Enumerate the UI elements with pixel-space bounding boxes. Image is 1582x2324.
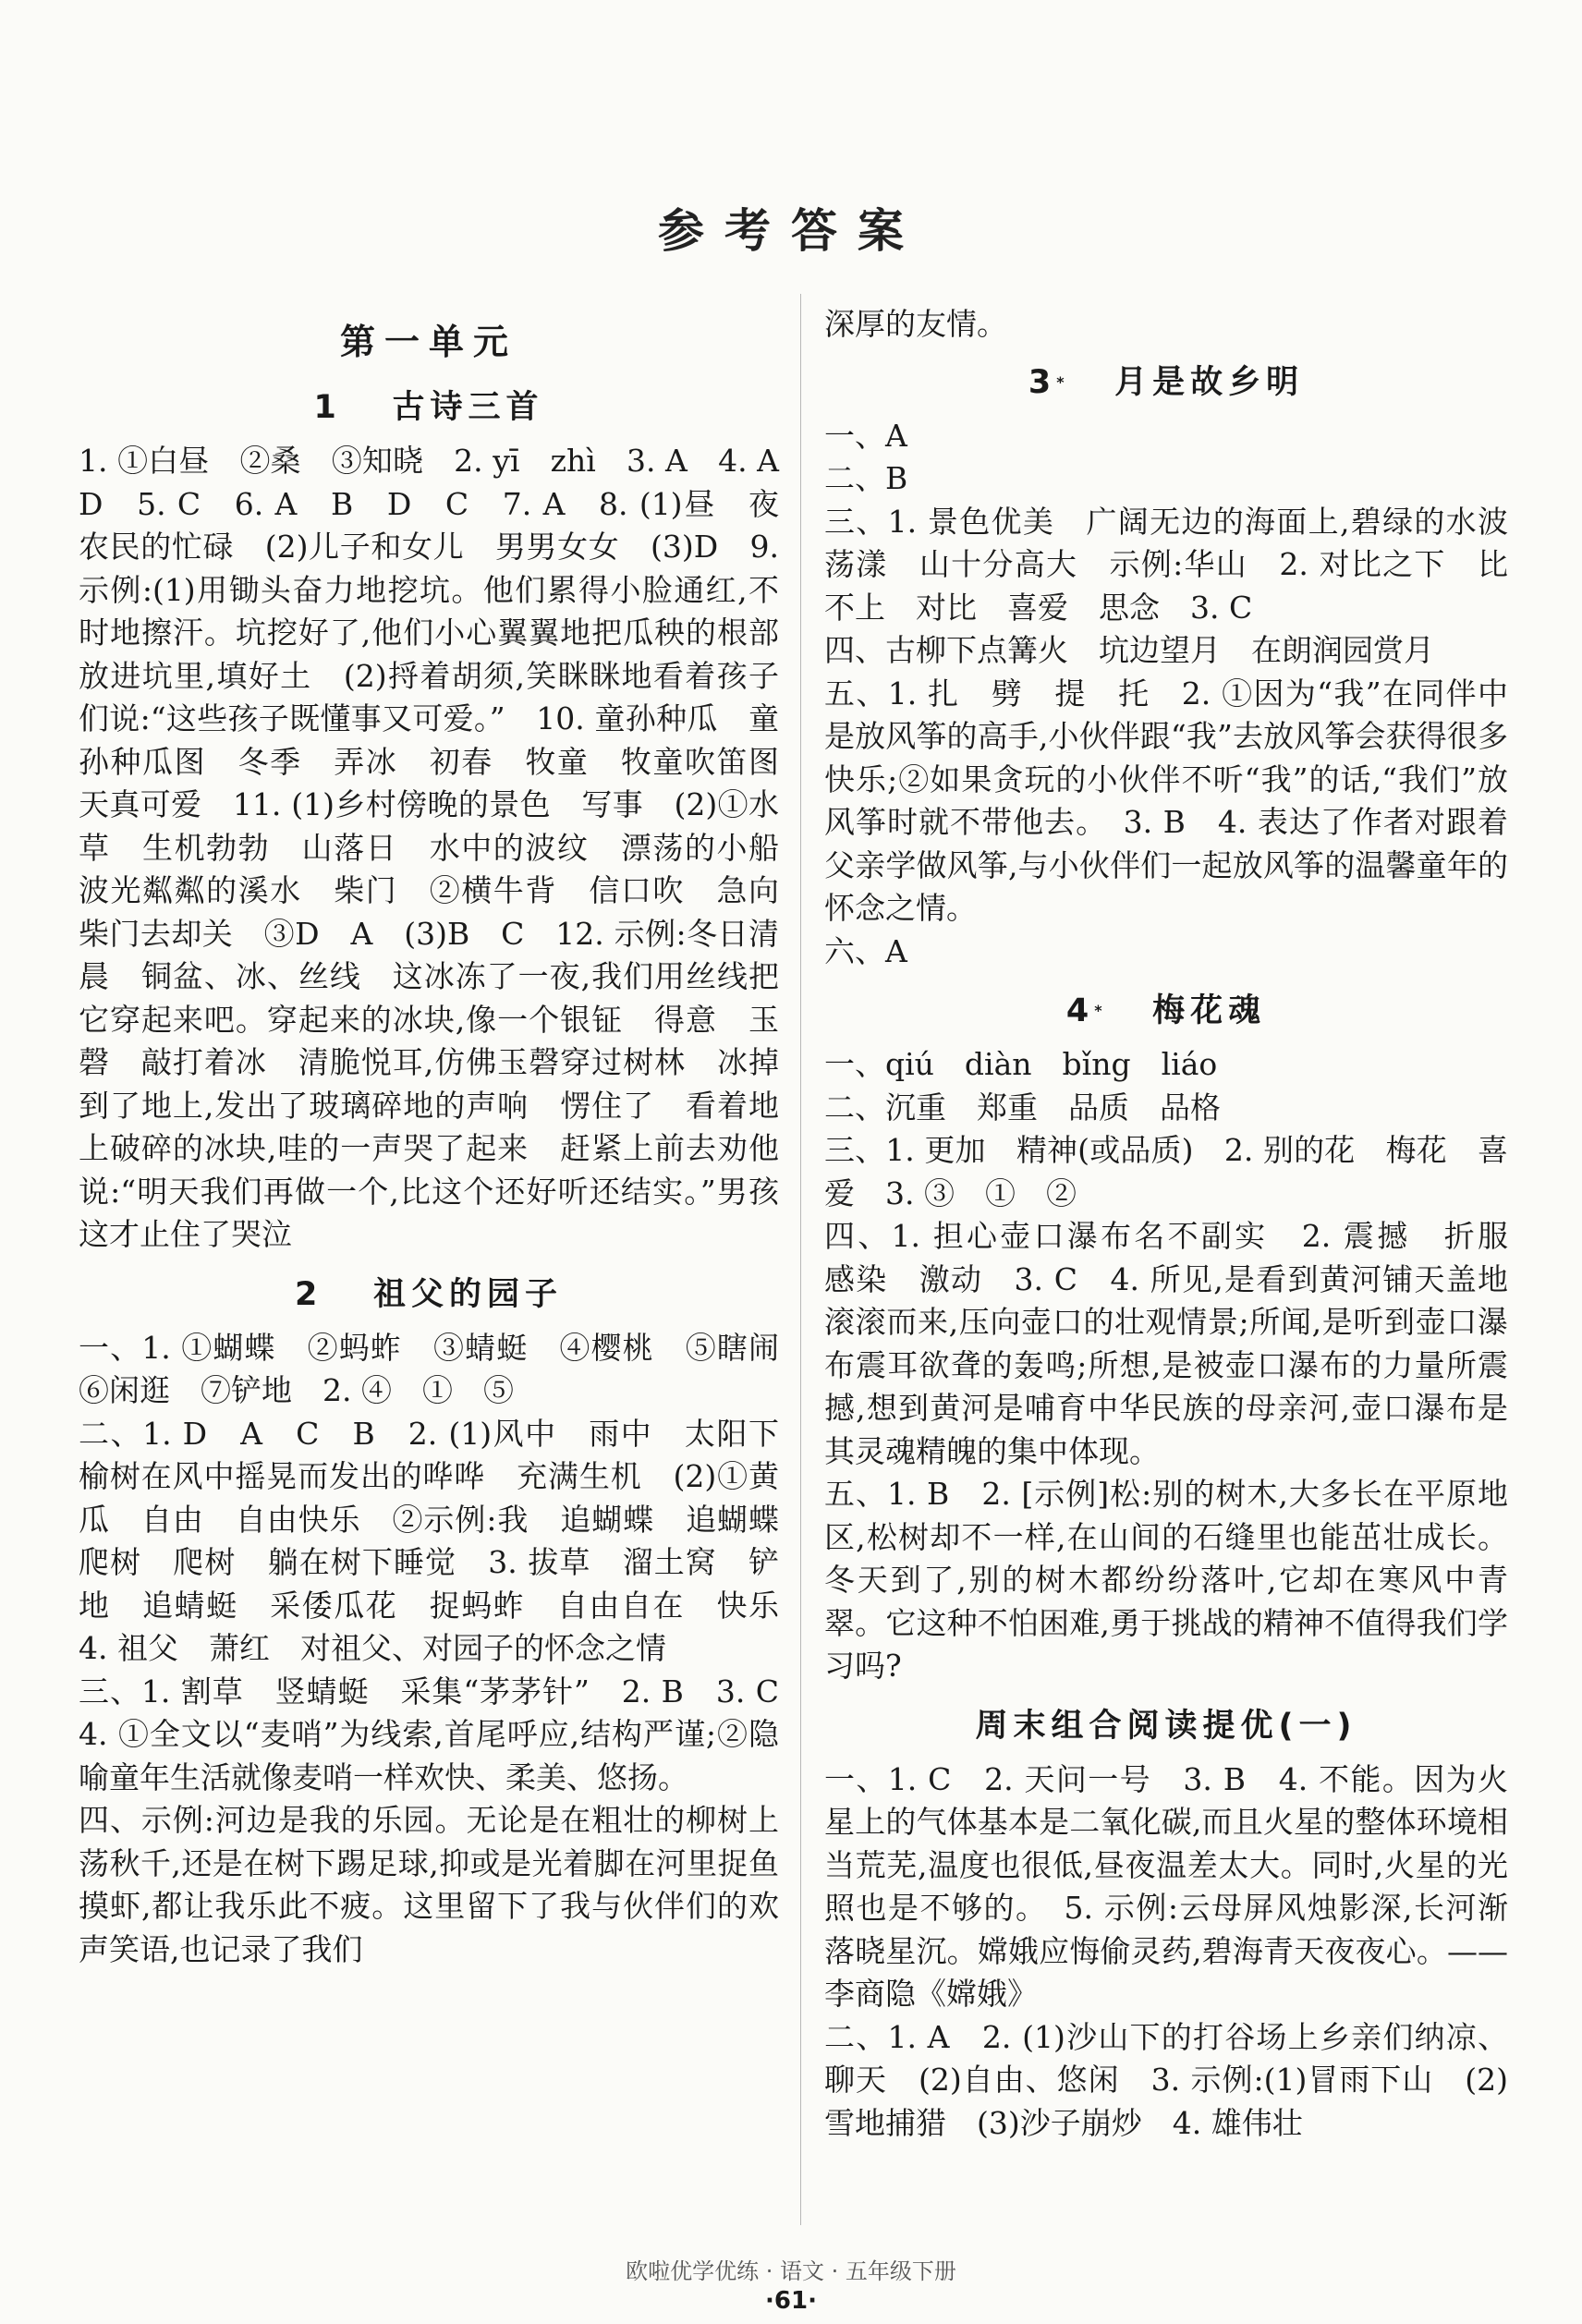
optional-mark: * bbox=[1094, 1002, 1102, 1019]
section-title-1 bbox=[79, 375, 779, 440]
answer-line: 五、1. B 2. [示例]松:别的树木,大多长在平原地区,松树却不一样,在山间的石缝里也能茁壮成长。冬天到了,别的树木都纷纷落叶,它却在寒风中青翠。它这种不怕困难,勇于挑战的精神不值得我们学习吗? bbox=[824, 1476, 1508, 1684]
answer-line: 一、1. C 2. 天问一号 3. B 4. 不能。因为火星上的气体基本是二氧化碳,而且火星的整体环境相当荒芜,温度也很低,昼夜温差太大。同时,火星的光照也是不够的。 5. 示例:云母屏风烛影深,长河渐落晓星沉。嫦娥应悔偷灵药,碧海青天夜夜心。——李商隐《嫦娥》 bbox=[824, 1760, 1508, 2012]
section-name: 周末组合阅读提优(一) bbox=[975, 1707, 1357, 1745]
section-title-4 bbox=[824, 979, 1508, 1043]
answer-paragraph: 二、1. D A C B 2. (1)风中 雨中 太阳下 榆树在风中摇晃而发出的哗哗 充满生机 (2)①黄瓜 自由 自由快乐 ②示例:我 追蝴蝶 追蝴蝶 爬树 爬树 躺在树下睡觉 3. 拔草 溜土窝 铲地 追蜻蜓 采倭瓜花 捉蚂蚱 自由自在 快乐 4. 祖父 萧红 对祖父、对园子的怀念之情 bbox=[79, 1415, 809, 1666]
left-column bbox=[79, 305, 809, 1971]
section-number: 2 bbox=[295, 1275, 323, 1313]
answer-line: 一、qiú diàn bǐng liáo bbox=[824, 1046, 1218, 1082]
answer-line: 二、沉重 郑重 品质 品格 bbox=[824, 1089, 1221, 1125]
section-name: 梅花魂 bbox=[1152, 992, 1267, 1029]
section-title-2 bbox=[79, 1262, 779, 1327]
section-name: 祖父的园子 bbox=[372, 1275, 563, 1313]
right-column bbox=[824, 303, 1539, 2145]
section-number: 4 bbox=[1065, 992, 1095, 1029]
answer-line: 二、B bbox=[824, 460, 908, 496]
answer-paragraph: 四、示例:河边是我的乐园。无论是在粗壮的柳树上荡秋千,还是在树下踢足球,抑或是光着脚在河里捉鱼摸虾,都让我乐此不疲。这里留下了我与伙伴们的欢声笑语,也记录了我们 bbox=[79, 1802, 779, 1967]
answer-line: 三、1. 更加 精神(或品质) 2. 别的花 梅花 喜爱 3. ③ ① ② bbox=[824, 1132, 1508, 1211]
optional-mark: * bbox=[1056, 372, 1065, 391]
page-number: ·61· bbox=[765, 2287, 817, 2315]
section-name: 古诗三首 bbox=[392, 389, 544, 426]
section-number: 3 bbox=[1028, 363, 1057, 401]
answer-line: 五、1. 扎 劈 提 托 2. ①因为“我”在同伴中是放风筝的高手,小伙伴跟“我”去放风筝会获得很多快乐;②如果贪玩的小伙伴不听“我”的话,“我们”放风筝时就不带他去。 3. B 4. 表达了作者对跟着父亲学做风筝,与小伙伴们一起放风筝的温馨童年的怀念之情。 bbox=[824, 675, 1508, 926]
answer-line: 六、A bbox=[824, 932, 907, 969]
answer-line: 四、1. 担心壶口瀑布名不副实 2. 震撼 折服 感染 激动 3. C 4. 所见,是看到黄河铺天盖地滚滚而来,压向壶口的壮观情景;所闻,是听到壶口瀑布震耳欲聋的轰鸣;所想,是被壶口瀑布的力量所震撼,想到黄河是哺育中华民族的母亲河,壶口瀑布是其灵魂精魄的集中体现。 bbox=[824, 1218, 1539, 1469]
section-title-5 bbox=[824, 1694, 1508, 1758]
column-divider bbox=[800, 294, 801, 2225]
section-title-3 bbox=[824, 350, 1508, 415]
page-title: 参考答案 bbox=[658, 204, 924, 258]
section-name: 月是故乡明 bbox=[1114, 363, 1305, 401]
answer-line: 一、A bbox=[824, 417, 907, 454]
answer-paragraph: 一、1. ①蝴蝶 ②蚂蚱 ③蜻蜓 ④樱桃 ⑤瞎闹 ⑥闲逛 ⑦铲地 2. ④ ① ⑤ bbox=[79, 1329, 809, 1408]
answer-paragraph: 三、1. 割草 竖蜻蜓 采集“茅茅针” 2. B 3. C 4. ①全文以“麦哨”为线索,首尾呼应,结构严谨;②隐喻童年生活就像麦哨一样欢快、柔美、悠扬。 bbox=[79, 1673, 809, 1795]
answer-paragraph: 1. ①白昼 ②桑 ③知晓 2. yī zhì 3. A 4. A D 5. C 6. A B D C 7. A 8. (1)昼 夜 农民的忙碌 (2)儿子和女儿 男男女女 (3)D 9. 示例:(1)用锄头奋力地挖坑。他们累得小脸通红,不时地擦汗。坑挖好了,他们小心翼翼地把瓜秧的根部放进坑里,填好土 (2)捋着胡须,笑眯眯地看着孩子们说:“这些孩子既懂事又可爱。” 10. 童孙种瓜 童孙种瓜图 冬季 弄冰 初春 牧童 牧童吹笛图 天真可爱 11. (1)乡村傍晚的景色 写事 (2)①水草 生机勃勃 山落日 水中的波纹 漂荡的小船 波光粼粼的溪水 柴门 ②横牛背 信口吹 急向柴门去却关 ③D A (3)B C 12. 示例:冬日清晨 铜盆、冰、丝线 这冰冻了一夜,我们用丝线把它穿起来吧。穿起来的冰块,像一个银钲 得意 玉磬 敲打着冰 清脆悦耳,仿佛玉磬穿过树林 冰掉到了地上,发出了玻璃碎地的声响 愣住了 看着地上破碎的冰块,哇的一声哭了起来 赶紧上前去劝他说:“明天我们再做一个,比这个还好听还结实。”男孩这才止住了哭泣 bbox=[79, 443, 809, 1252]
book-footer: 欧啦优学优练 · 语文 · 五年级下册 bbox=[626, 2258, 956, 2284]
answer-line: 四、古柳下点篝火 坑边望月 在朗润园赏月 bbox=[824, 632, 1434, 668]
answer-paragraph: 深厚的友情。 bbox=[824, 306, 1007, 342]
answer-line: 二、1. A 2. (1)沙山下的打谷场上乡亲们纳凉、聊天 (2)自由、悠闲 3. 示例:(1)冒雨下山 (2)雪地捕猎 (3)沙子崩炒 4. 雄伟壮 bbox=[824, 2018, 1508, 2141]
unit-title: 第一单元 bbox=[339, 322, 517, 362]
answer-line: 三、1. 景色优美 广阔无边的海面上,碧绿的水波荡漾 山十分高大 示例:华山 2. 对比之下 比不上 对比 喜爱 思念 3. C bbox=[824, 503, 1508, 626]
section-number: 1 bbox=[313, 389, 342, 426]
